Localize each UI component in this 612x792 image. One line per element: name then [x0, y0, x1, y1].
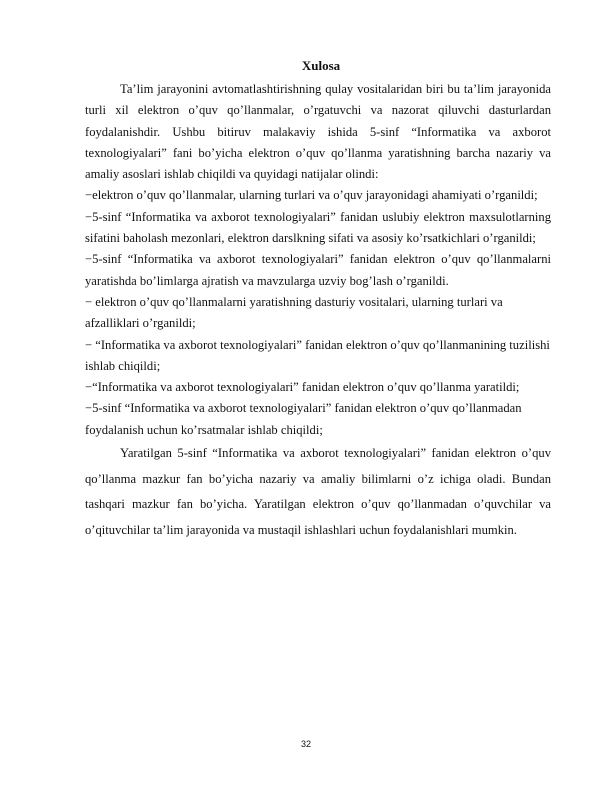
result-item: − “Informatika va axborot texnologiyalari” fanidan elektron o’quv qo’llanmanining tuzilishi ishlab chiqildi; — [85, 337, 550, 373]
result-item: −“Informatika va axborot texnologiyalari” fanidan elektron o’quv qo’llanma yaratildi; — [85, 380, 520, 395]
conclusion-paragraph: Yaratilgan 5-sinf “Informatika va axborot texnologiyalari” fanidan elektron o’quv qo’llanma mazkur fan bo’yicha nazariy va amaliy bilimlarni o’z ichiga oladi. Bundan tashqari mazkur fan bo’yicha. Yaratilgan elektron o’quv qo’llanmadan o’quvchilar va o’qituvchilar ta’lim jarayonida va mustaqil ishlashlari uchun foydalanishlari mumkin. — [85, 446, 551, 537]
result-item: −5-sinf “Informatika va axborot texnologiyalari” fanidan elektron o’quv qo’llanmadan foydalanish uchun ko’rsatmalar ishlab chiqildi; — [85, 401, 522, 437]
document-page — [85, 56, 551, 543]
section-title: Xulosa — [301, 58, 341, 73]
page-number: 32 — [300, 739, 311, 749]
result-item: − elektron o’quv qo’llanmalarni yaratishning dasturiy vositalari, ularning turlari va afzalliklari o’rganildi; — [85, 294, 503, 331]
results-list — [85, 185, 551, 441]
result-item: −elektron o’quv qo’llanmalar, ularning turlari va o’quv jarayonidagi ahamiyati o’rganildi; — [85, 188, 538, 203]
result-item: −5-sinf “Informatika va axborot texnologiyalari” fanidan elektron o’quv qo’llanmalarni yaratishda bo’limlarga ajratish va mavzularga uzviy bog’lash o’rganildi. — [85, 252, 551, 288]
intro-paragraph: Ta’lim jarayonini avtomatlashtirishning qulay vositalaridan biri bu ta’lim jarayonida turli xil elektron o’quv qo’llanmalar, o’rgatuvchi va nazorat qiluvchi dasturlardan foydalanishdir. Ushbu bitiruv malakaviy ishida 5-sinf “Informatika va axborot texnologiyalari” fani bo’yicha elektron o’quv qo’llanma yaratishning barcha nazariy va amaliy asoslari ishlab chiqildi va quyidagi natijalar olindi: — [85, 82, 551, 182]
result-item: −5-sinf “Informatika va axborot texnologiyalari” fanidan uslubiy elektron maxsulotlarning sifatini baholash mezonlari, elektron darslkning sifati va asosiy ko’rsatkichlari o’rganildi; — [85, 209, 551, 246]
